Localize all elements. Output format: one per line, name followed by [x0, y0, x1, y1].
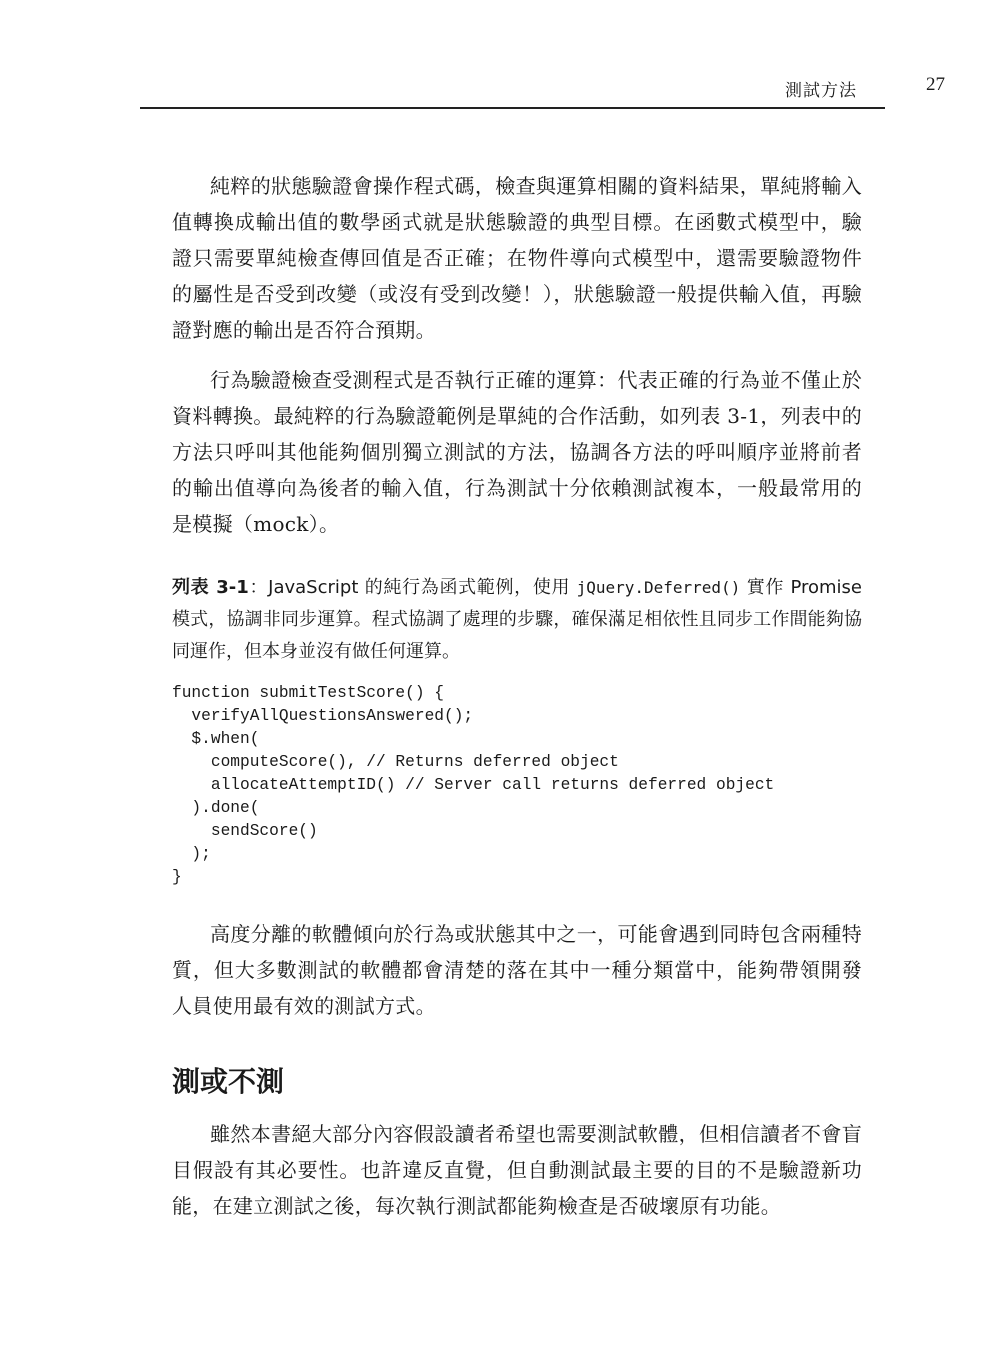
section-heading: 測或不測 [172, 1065, 285, 1098]
paragraph-to-test-or-not: 雖然本書絕大部分內容假設讀者希望也需要測試軟體，但相信讀者不會盲目假設有其必要性。也許違反直覺，但自動測試最主要的目的不是驗證新功能，在建立測試之後，每次執行測試都能夠檢查是否破壞原有功能。 [172, 1122, 862, 1218]
running-header [140, 76, 945, 104]
running-title: 測試方法 [785, 81, 857, 101]
paragraph-state-verification: 純粹的狀態驗證會操作程式碼，檢查與運算相關的資料結果，單純將輸入值轉換成輸出值的數學函式就是狀態驗證的典型目標。在函數式模型中，驗證只需要單純檢查傳回值是否正確；在物件導向式模型中，還需要驗證物件的屬性是否受到改變（或沒有受到改變！），狀態驗證一般提供輸入值，再驗證對應的輸出是否符合預期。 [172, 174, 862, 342]
header-rule [140, 107, 885, 109]
listing-caption-code: jQuery.Deferred() [576, 578, 741, 597]
paragraph-decoupled-software: 高度分離的軟體傾向於行為或狀態其中之一，可能會遇到同時包含兩種特質，但大多數測試的軟體都會清楚的落在其中一種分類當中，能夠帶領開發人員使用最有效的測試方式。 [172, 922, 862, 1018]
listing-caption-text-1: ：JavaScript 的純行為函式範例，使用 [248, 577, 577, 598]
listing-caption [172, 572, 862, 668]
page-number: 27 [926, 74, 945, 95]
listing-label: 列表 3-1 [172, 577, 249, 598]
code-listing: function submitTestScore() { verifyAllQuestionsAnswered(); $.when( computeScore(), // Returns deferred object allocateAttemptID() // Server call returns deferred object ).done( sendScore() ); } [172, 684, 775, 886]
paragraph-behavior-verification: 行為驗證檢查受測程式是否執行正確的運算：代表正確的行為並不僅止於資料轉換。最純粹的行為驗證範例是單純的合作活動，如列表 3-1，列表中的方法只呼叫其他能夠個別獨立測試的方法，協調各方法的呼叫順序並將前者的輸出值導向為後者的輸入值，行為測試十分依賴測試複本，一般最常用的是模擬（mock）。 [172, 368, 862, 536]
listing-caption-text-2: 實作 Promise 模式，協調非同步運算。程式協調了處理的步驟，確保滿足相依性且同步工作間能夠協同運作，但本身並沒有做任何運算。 [172, 577, 862, 662]
